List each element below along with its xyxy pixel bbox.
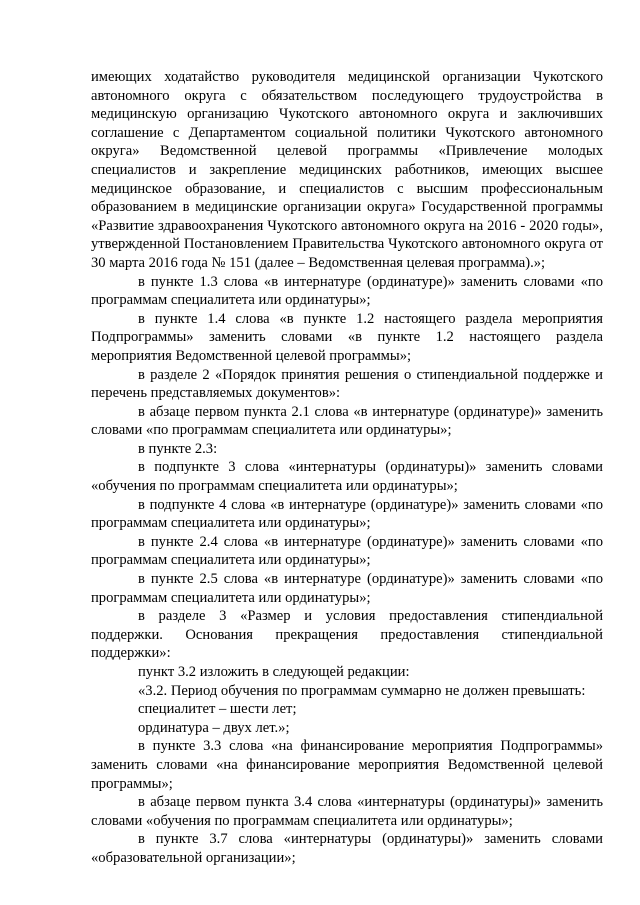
paragraph-4: в разделе 2 «Порядок принятия решения о стипендиальной поддержке и перечень представляемых документов»: <box>91 366 603 402</box>
paragraph-14: специалитет – шести лет; <box>138 701 297 718</box>
paragraph-11: в разделе 3 «Размер и условия предоставления стипендиальной поддержки. Основания прекращения предоставления стипендиальной поддержки»: <box>91 608 603 662</box>
document-body <box>91 68 603 868</box>
paragraph-18: в пункте 3.7 слова «интернатуры (ординатуры)» заменить словами «образовательной организации»; <box>91 831 603 866</box>
paragraph-8: в подпункте 4 слова «в интернатуре (ординатуре)» заменить словами «по программам специалитета или ординатуры»; <box>91 496 603 532</box>
paragraph-12: пункт 3.2 изложить в следующей редакции: <box>138 664 410 680</box>
paragraph-10: в пункте 2.5 слова «в интернатуре (ординатуре)» заменить словами «по программам специалитета или ординатуры»; <box>91 571 603 606</box>
paragraph-9: в пункте 2.4 слова «в интернатуре (ординатуре)» заменить словами «по программам специалитета или ординатуры»; <box>91 533 603 569</box>
paragraph-6: в пункте 2.3: <box>138 440 218 457</box>
paragraph-3: в пункте 1.4 слова «в пункте 1.2 настоящего раздела мероприятия Подпрограммы» заменить словами «в пункте 1.2 настоящего раздела мероприятия Ведомственной целевой программы»; <box>91 310 603 364</box>
paragraph-13: «3.2. Период обучения по программам суммарно не должен превышать: <box>138 682 586 699</box>
paragraph-17: в абзаце первом пункта 3.4 слова «интернатуры (ординатуры)» заменить словами «обучения по программам специалитета или ординатуры»; <box>91 794 603 829</box>
paragraph-15: ординатура – двух лет.»; <box>138 719 290 736</box>
paragraph-5: в абзаце первом пункта 2.1 слова «в интернатуре (ординатуре)» заменить словами «по программам специалитета или ординатуры»; <box>91 403 603 439</box>
paragraph-16: в пункте 3.3 слова «на финансирование мероприятия Подпрограммы» заменить словами «на финансирование мероприятия Ведомственной целевой программы»; <box>91 738 603 792</box>
paragraph-2: в пункте 1.3 слова «в интернатуре (ординатуре)» заменить словами «по программам специалитета или ординатуры»; <box>91 273 603 309</box>
paragraph-7: в подпункте 3 слова «интернатуры (ординатуры)» заменить словами «обучения по программам специалитета или ординатуры»; <box>91 459 603 495</box>
paragraph-1: имеющих ходатайство руководителя медицинской организации Чукотского автономного округа с обязательством последующего трудоустройства в медицинскую организацию Чукотского автономного округа и заключивших соглашение с Департаментом социальной политики Чукотского автономного округа» Ведомственной целевой программы «Привлечение молодых специалистов и закрепление медицинских работников, имеющих высшее медицинское образование, и специалистов с высшим профессиональным образованием в медицинские организации округа» Государственной программы «Развитие здравоохранения Чукотского автономного округа на 2016 - 2020 годы», утвержденной Постановлением Правительства Чукотского автономного округа от 30 марта 2016 года № 151 (далее – Ведомственная целевая программа).»; <box>91 69 603 271</box>
